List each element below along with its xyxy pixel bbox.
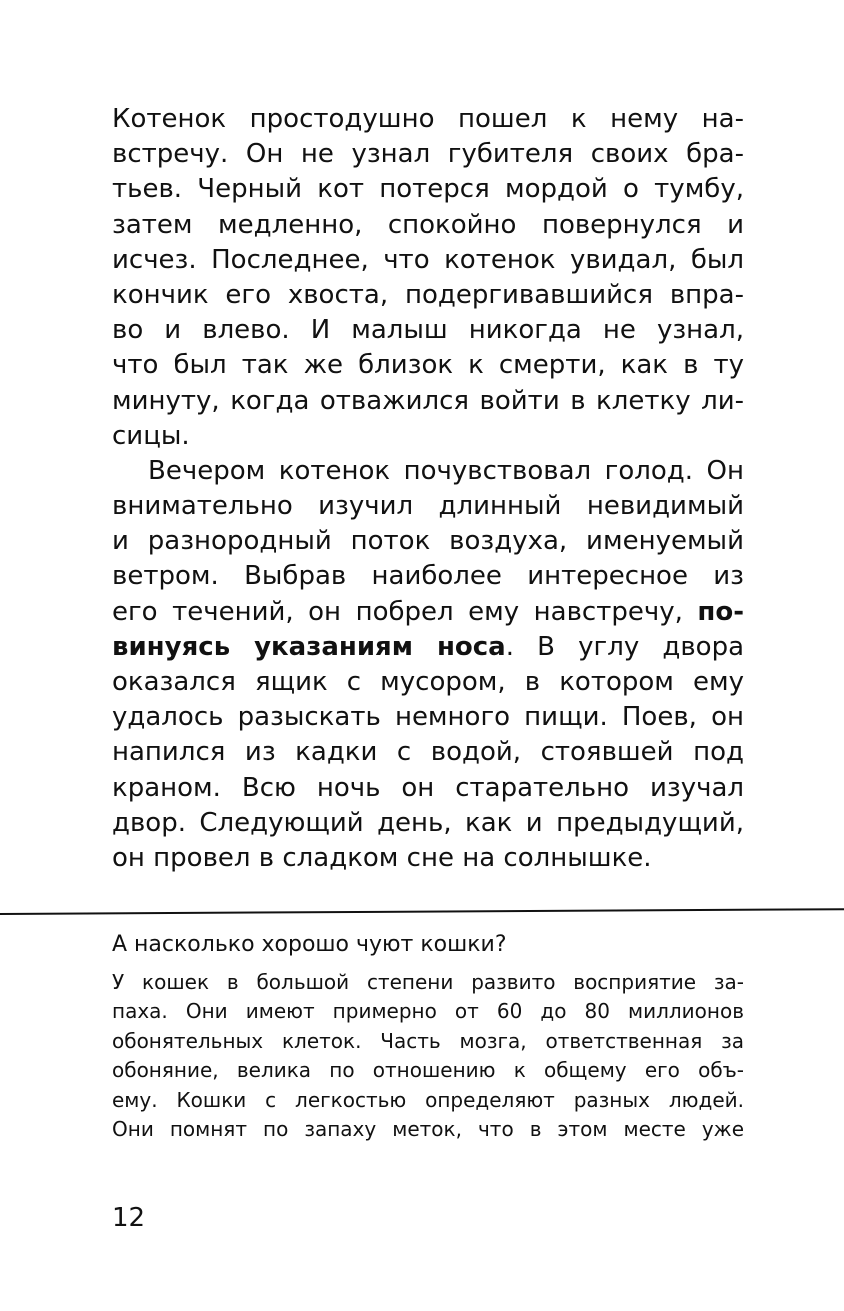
text-line: исчез. Последнее, что котенок увидал, был — [112, 244, 744, 275]
text-segment: его течений, он побрел ему навстречу, — [112, 596, 683, 627]
sidebar-title: А насколько хорошо чуют кошки? — [112, 932, 507, 957]
text-line: встречу. Он не узнал губителя своих бра- — [112, 139, 744, 170]
text-line: ветром. Выбрав наиболее интересное из — [112, 561, 744, 592]
text-segment: . В углу двора — [505, 631, 745, 662]
sidebar-line: У кошек в большой степени развито восприятие за- — [112, 970, 744, 994]
text-line: кончик его хвоста, подергивавшийся впра- — [112, 279, 744, 310]
emphasis-text: по- — [697, 596, 744, 627]
text-line: и разнородный поток воздуха, именуемый — [112, 526, 744, 557]
text-line: удалось разыскать немного пищи. Поев, он — [112, 702, 744, 733]
text-line: тьев. Черный кот потерся мордой о тумбу, — [112, 174, 744, 205]
text-line: что был так же близок к смерти, как в ту — [112, 350, 744, 381]
sidebar-text — [112, 968, 744, 1144]
text-line: минуту, когда отважился войти в клетку ли- — [112, 385, 744, 416]
text-line-mixed — [112, 595, 744, 630]
text-line: сицы. — [112, 420, 190, 451]
text-line: внимательно изучил длинный невидимый — [112, 491, 744, 522]
text-line: напился из кадки с водой, стоявшей под — [112, 737, 744, 768]
section-divider — [0, 906, 844, 918]
text-line: во и влево. И малыш никогда не узнал, — [112, 315, 744, 346]
sidebar-line: паха. Они имеют примерно от 60 до 80 миллионов — [112, 999, 744, 1024]
text-line: двор. Следующий день, как и предыдущий, — [112, 807, 744, 838]
text-line: затем медленно, спокойно повернулся и — [112, 209, 744, 240]
text-line: он провел в сладком сне на солнышке. — [112, 842, 652, 873]
text-line: краном. Всю ночь он старательно изучал — [112, 772, 744, 803]
text-line-mixed — [112, 630, 744, 665]
sidebar-box — [112, 930, 744, 1144]
text-line: Котенок простодушно пошел к нему на- — [112, 104, 744, 134]
main-text-block — [112, 102, 744, 876]
text-line: Вечером котенок почувствовал голод. Он — [148, 455, 744, 486]
text-line: оказался ящик с мусором, в котором ему — [112, 667, 744, 697]
sidebar-line: обонятельных клеток. Часть мозга, ответственная за — [112, 1028, 744, 1053]
sidebar-line: обоняние, велика по отношению к общему его объ- — [112, 1058, 744, 1083]
page-number: 12 — [112, 1203, 146, 1233]
sidebar-line: Они помнят по запаху меток, что в этом месте уже — [112, 1116, 744, 1141]
sidebar-line: ему. Кошки с легкостью определяют разных людей. — [112, 1087, 744, 1112]
emphasis-text: винуясь указаниям носа — [112, 631, 506, 662]
